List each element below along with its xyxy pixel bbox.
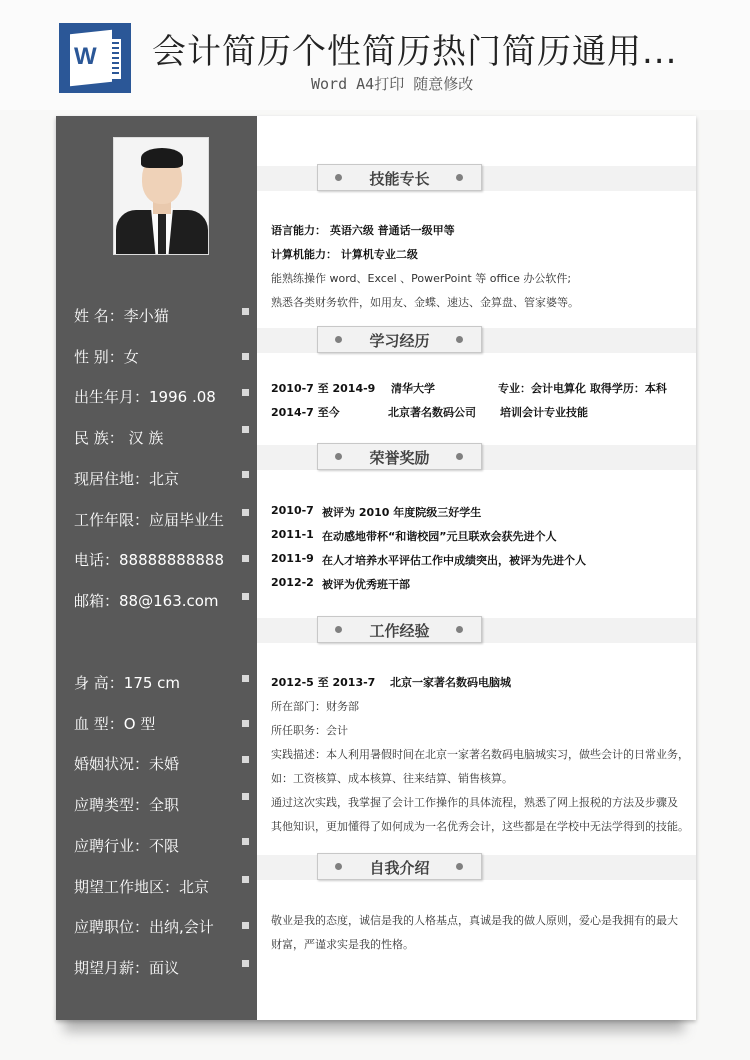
- square-bullet-icon: [242, 838, 249, 845]
- work-reflection: 通过这次实践，我掌握了会计工作操作的具体流程，熟悉了网上报税的方法及步骤及: [271, 796, 678, 809]
- section-header-work: 工作经验: [317, 616, 482, 643]
- work-description: 实践描述：本人利用暑假时间在北京一家著名数码电脑城实习，做些会计的日常业务，: [271, 748, 689, 761]
- word-document-icon: [59, 23, 131, 93]
- info-position: 应聘职位：出纳,会计: [74, 916, 249, 940]
- info-salary: 期望月薪：面议: [74, 957, 249, 981]
- info-residence: 现居住地：北京: [74, 468, 249, 492]
- section-header-education: 学习经历: [317, 326, 482, 353]
- square-bullet-icon: [242, 353, 249, 360]
- portrait-photo: [113, 137, 209, 255]
- info-marital: 婚姻状况：未婚: [74, 753, 249, 777]
- resume-page: 姓 名：李小猫 性 别：女 出生年月：1996 .08 民 族： 汉 族 现居住地：北京 工作年限：应届毕业生 电话：88888888888 邮箱：88@163.com 身 高：175 cm 血 型：O 型 婚姻状况：未婚 应聘类型：全职 应聘行业：不限 期望工作地区：北京 应聘职位：出纳,会计 期望月薪：面议 技能专长 语言能力： 英语六级 普通话一级甲等 计算机能力： 计算机专业二级 能熟练操作 word、Excel 、PowerPoint 等 office 办公软件; 熟悉各类财务软件，如用友、金蝶、速达、金算盘、管家婆等。 学习经历 2010-7 至 2014-9 清华大学 专业：会计电算化 取得学历：本科 2014-7 至今 北京著名数码公司 培训会计专业技能 荣誉奖励 2010-7 被评为 2010 年度院级三好学生 2011-1 在动感地带杯“和谐校园”元旦联欢会获先进个人 2011-9 在人才培养水平评估工作中成绩突出，被评为先进个人 2012-2 被评为优秀班干部 工作经验 2012-5 至 2013-7 北京一家著名数码电脑城 所在部门：财务部 所任职务：会计 实践描述：本人利用暑假时间在北京一家著名数码电脑城实习，做些会计的日常业务， 如：工资核算、成本核算、往来结算、销售核算。 通过这次实践，我掌握了会计工作操作的具体流程，熟悉了网上报税的方法及步骤及 其他知识，更加懂得了如何成为一名优秀会计，这些都是在学校中无法学得到的技能。 自我介绍 敬业是我的态度，诚信是我的人格基点，真诚是我的做人原则，爱心是我拥有的最大 财富，严谨求实是我的性格。: [56, 116, 696, 1020]
- skill-computer: 计算机能力： 计算机专业二级: [271, 248, 418, 261]
- info-industry: 应聘行业：不限: [74, 835, 249, 859]
- square-bullet-icon: [242, 720, 249, 727]
- skill-finance-software: 熟悉各类财务软件，如用友、金蝶、速达、金算盘、管家婆等。: [271, 296, 579, 309]
- info-email: 邮箱：88@163.com: [74, 590, 249, 614]
- dot-icon: [456, 863, 463, 870]
- work-reflection: 其他知识，更加懂得了如何成为一名优秀会计，这些都是在学校中无法学得到的技能。: [271, 820, 689, 833]
- dot-icon: [456, 174, 463, 181]
- dot-icon: [456, 453, 463, 460]
- info-name: 姓 名：李小猫: [74, 305, 249, 329]
- square-bullet-icon: [242, 922, 249, 929]
- square-bullet-icon: [242, 308, 249, 315]
- skill-office: 能熟练操作 word、Excel 、PowerPoint 等 office 办公软件;: [271, 272, 572, 285]
- square-bullet-icon: [242, 756, 249, 763]
- info-birth: 出生年月：1996 .08: [74, 386, 249, 410]
- intro-text: 财富，严谨求实是我的性格。: [271, 938, 414, 951]
- square-bullet-icon: [242, 555, 249, 562]
- info-gender: 性 别：女: [74, 346, 249, 370]
- square-bullet-icon: [242, 675, 249, 682]
- square-bullet-icon: [242, 960, 249, 967]
- section-header-honors: 荣誉奖励: [317, 443, 482, 470]
- dot-icon: [456, 626, 463, 633]
- section-header-intro: 自我介绍: [317, 853, 482, 880]
- skill-language: 语言能力： 英语六级 普通话一级甲等: [271, 224, 455, 237]
- document-title: 会计简历个性简历热门简历通用...: [152, 32, 678, 72]
- info-phone: 电话：88888888888: [74, 549, 249, 573]
- info-ethnicity: 民 族： 汉 族: [74, 427, 249, 451]
- square-bullet-icon: [242, 471, 249, 478]
- sidebar: [56, 116, 257, 1020]
- work-role: 所任职务：会计: [271, 724, 348, 737]
- square-bullet-icon: [242, 426, 249, 433]
- square-bullet-icon: [242, 876, 249, 883]
- document-header: [0, 0, 750, 110]
- work-department: 所在部门：财务部: [271, 700, 359, 713]
- work-description: 如：工资核算、成本核算、往来结算、销售核算。: [271, 772, 513, 785]
- square-bullet-icon: [242, 509, 249, 516]
- info-job-type: 应聘类型：全职: [74, 794, 249, 818]
- document-subtitle: Word A4打印 随意修改: [311, 75, 474, 93]
- square-bullet-icon: [242, 793, 249, 800]
- info-work-years: 工作年限：应届毕业生: [74, 509, 249, 533]
- word-letter: W: [74, 43, 97, 70]
- square-bullet-icon: [242, 389, 249, 396]
- info-blood-type: 血 型：O 型: [74, 713, 249, 737]
- info-location: 期望工作地区：北京: [74, 876, 249, 900]
- dot-icon: [456, 336, 463, 343]
- info-height: 身 高：175 cm: [74, 672, 249, 696]
- section-header-skills: 技能专长: [317, 164, 482, 191]
- intro-text: 敬业是我的态度，诚信是我的人格基点，真诚是我的做人原则，爱心是我拥有的最大: [271, 914, 678, 927]
- square-bullet-icon: [242, 593, 249, 600]
